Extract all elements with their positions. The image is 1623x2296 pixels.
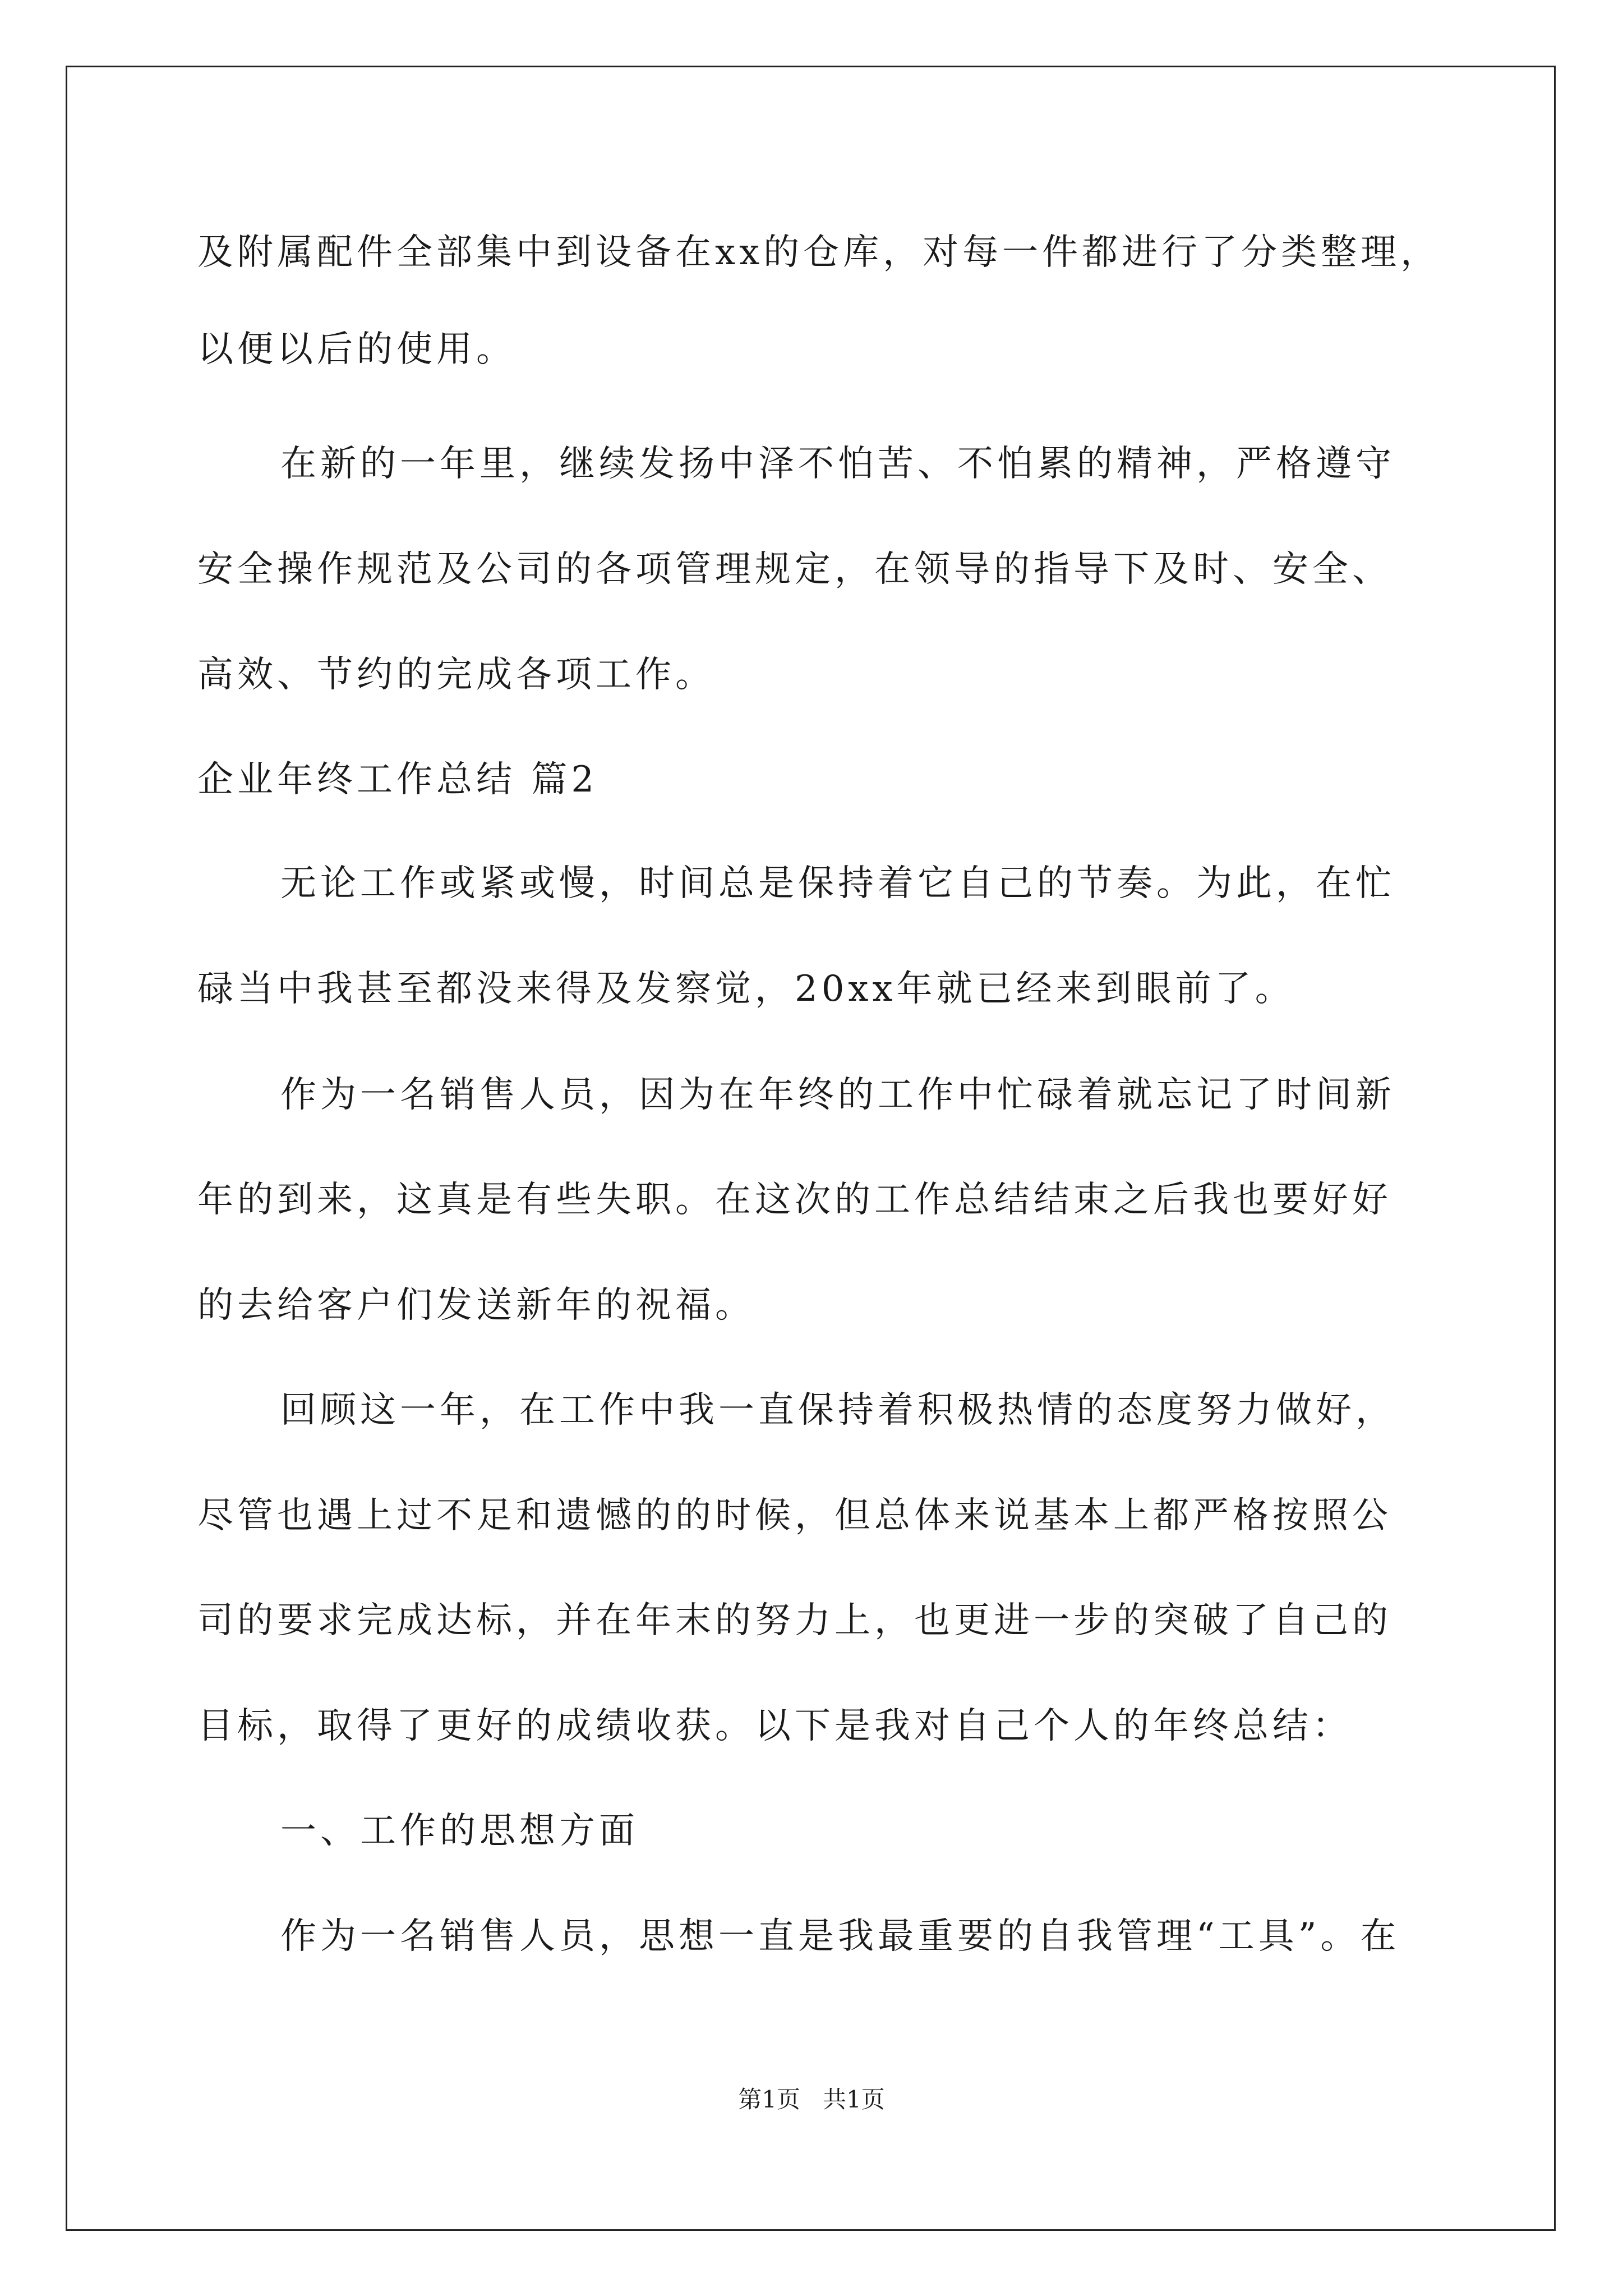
paragraph-first-line: 回顾这一年，在工作中我一直保持着积极热情的态度努力做好， (280, 1389, 1395, 1431)
text-line: 的去给客户们发送新年的祝福。 (197, 1285, 755, 1326)
section-heading: 企业年终工作总结 篇2 (197, 759, 598, 800)
paragraph-first-line: 作为一名销售人员，思想一直是我最重要的自我管理“工具”。在 (280, 1916, 1400, 1957)
paragraph-first-line: 无论工作或紧或慢，时间总是保持着它自己的节奏。为此，在忙 (280, 863, 1395, 904)
text-line: 高效、节约的完成各项工作。 (197, 654, 715, 696)
text-line: 年的到来，这真是有些失职。在这次的工作总结结束之后我也要好好 (197, 1179, 1392, 1221)
text-line: 及附属配件全部集中到设备在xx的仓库，对每一件都进行了分类整理， (197, 232, 1441, 273)
text-line: 司的要求完成达标，并在年末的努力上，也更进一步的突破了自己的 (197, 1600, 1392, 1641)
paragraph-first-line: 在新的一年里，继续发扬中泽不怕苦、不怕累的精神，严格遵守 (280, 443, 1395, 485)
subsection-heading: 一、工作的思想方面 (280, 1810, 639, 1852)
text-line: 目标，取得了更好的成绩收获。以下是我对自己个人的年终总结： (197, 1705, 1352, 1747)
paragraph-first-line: 作为一名销售人员，因为在年终的工作中忙碌着就忘记了时间新 (280, 1074, 1395, 1116)
text-line: 尽管也遇上过不足和遗憾的的时候，但总体来说基本上都严格按照公 (197, 1495, 1392, 1536)
page-number: 第1页 共1页 (738, 2086, 885, 2113)
text-line: 安全操作规范及公司的各项管理规定，在领导的指导下及时、安全、 (197, 549, 1392, 590)
page-border (66, 66, 1556, 2231)
text-line: 碌当中我甚至都没来得及发察觉，20xx年就已经来到眼前了。 (197, 968, 1295, 1010)
text-line: 以便以后的使用。 (197, 329, 516, 370)
